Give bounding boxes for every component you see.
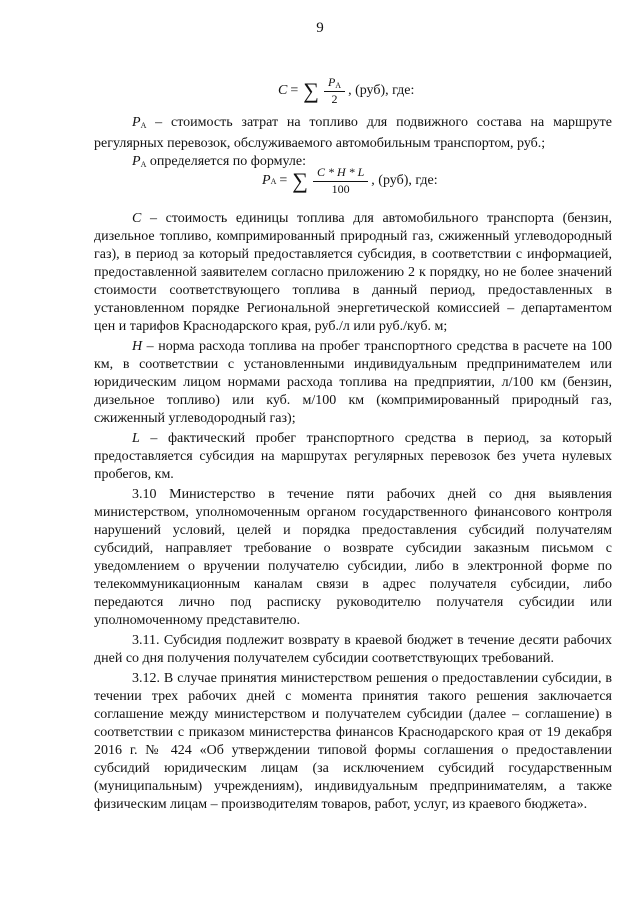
var-pa-sub: A [140,121,147,130]
paragraph-3-10: 3.10 Министерство в течение пяти рабочих дней со дня выявления министерством, уполномоченным органом государственного финансового контроля нарушений условий, целей и порядка предоставления субсидий получателям субсидий, направляет требование о возврате субсидии заказным письмом с уведомлением о вручении получателю субсидии, либо в электронной форме по телекоммуникационным каналам связи в адрес получателя субсидии, либо передаются лично под расписку руководителю получателя субсидии или уполномоченному представителю. [94,487,612,628]
formula-c [278,76,414,107]
paragraph-l-text: – фактический пробег транспортного средства в период, за который предоставляется субсидия на маршрутах регулярных перевозок без учета нулевых пробегов, км. [94,431,612,482]
var-pa-2: P [132,154,141,169]
formula-pa-denominator: 100 [331,181,350,196]
var-l: L [132,431,140,446]
paragraph-pa-definition [94,114,612,153]
formula-c-num-var: P [327,75,336,89]
formula-pa [262,166,438,197]
formula-pa-numerator: C * H * L [313,166,368,182]
formula-pa-fraction [313,166,368,197]
page-number: 9 [316,20,324,36]
var-c: C [132,211,142,226]
formula-pa-equals: = [279,173,288,189]
paragraph-3-12: 3.12. В случае принятия министерством решения о предоставлении субсидии, в течении трех рабочих дней с момента принятия такого решения заключается соглашение между министерством и получателем субсидии (далее – соглашение) в соответствии с приказом министерства финансов Краснодарского края от 19 декабря 2016 г. № 424 «Об утверждении типовой формы соглашения о предоставлении субсидий юридическим лицам (за исключением субсидий государственным (муниципальным) учреждениям), индивидуальным предпринимателям, а также физическим лицам – производителям товаров, работ, услуг, из краевого бюджета». [94,671,612,812]
paragraph-pa-formula-intro-text: определяется по формуле: [146,154,306,169]
paragraph-c-definition [94,210,612,336]
formula-c-tail: , (руб), где: [348,83,415,99]
formula-c-lhs: C [278,83,288,99]
paragraph-h-text: – норма расхода топлива на пробег транспортного средства в расчете на 100 км, в соответствии с установленными индивидуальным предпринимателем или юридическим лицом нормами расхода топлива на предприятии, л/100 км (бензин, дизельное топливо) или куб. м/100 км (компримированный природный газ, сжиженный углеводородный газ); [94,339,612,426]
var-h: H [132,339,143,354]
formula-pa-lhs: P [262,173,271,189]
formula-c-num-sub: A [335,81,342,90]
body-main [94,210,612,814]
var-pa-2-sub: A [140,160,147,169]
paragraph-l-definition [94,430,612,484]
var-pa: P [132,115,141,130]
formula-pa-lhs-sub: A [270,176,277,186]
formula-c-numerator [324,76,345,92]
paragraph-3-11: 3.11. Субсидия подлежит возврату в краевой бюджет в течение десяти рабочих дней со дня получения получателем субсидии соответствующих требований. [94,633,612,666]
formula-pa-sum-sign: ∑ [292,168,308,194]
paragraph-pa-text: – стоимость затрат на топливо для подвижного состава на маршруте регулярных перевозок, обслуживаемого автомобильным транспортом, руб.; [94,115,612,151]
formula-c-equals: = [290,83,299,99]
formula-c-fraction [324,76,345,107]
formula-c-sum-sign: ∑ [303,78,319,104]
paragraph-h-definition [94,338,612,428]
paragraph-c-text: – стоимость единицы топлива для автомобильного транспорта (бензин, дизельное топливо, компримированный природный газ, сжиженный углеводородный газ), в период за который предоставляется субсидия, в соответствии с информацией, предоставленной заявителем согласно приложению 2 к порядку, но не более значений стоимости соответствующего топлива в данный период, предоставленных в установленном порядке Региональной энергетической комиссией – департаментом цен и тарифов Краснодарского края, руб./л или руб./куб. м; [94,211,612,334]
formula-c-denominator: 2 [331,92,338,107]
formula-pa-tail: , (руб), где: [371,173,438,189]
